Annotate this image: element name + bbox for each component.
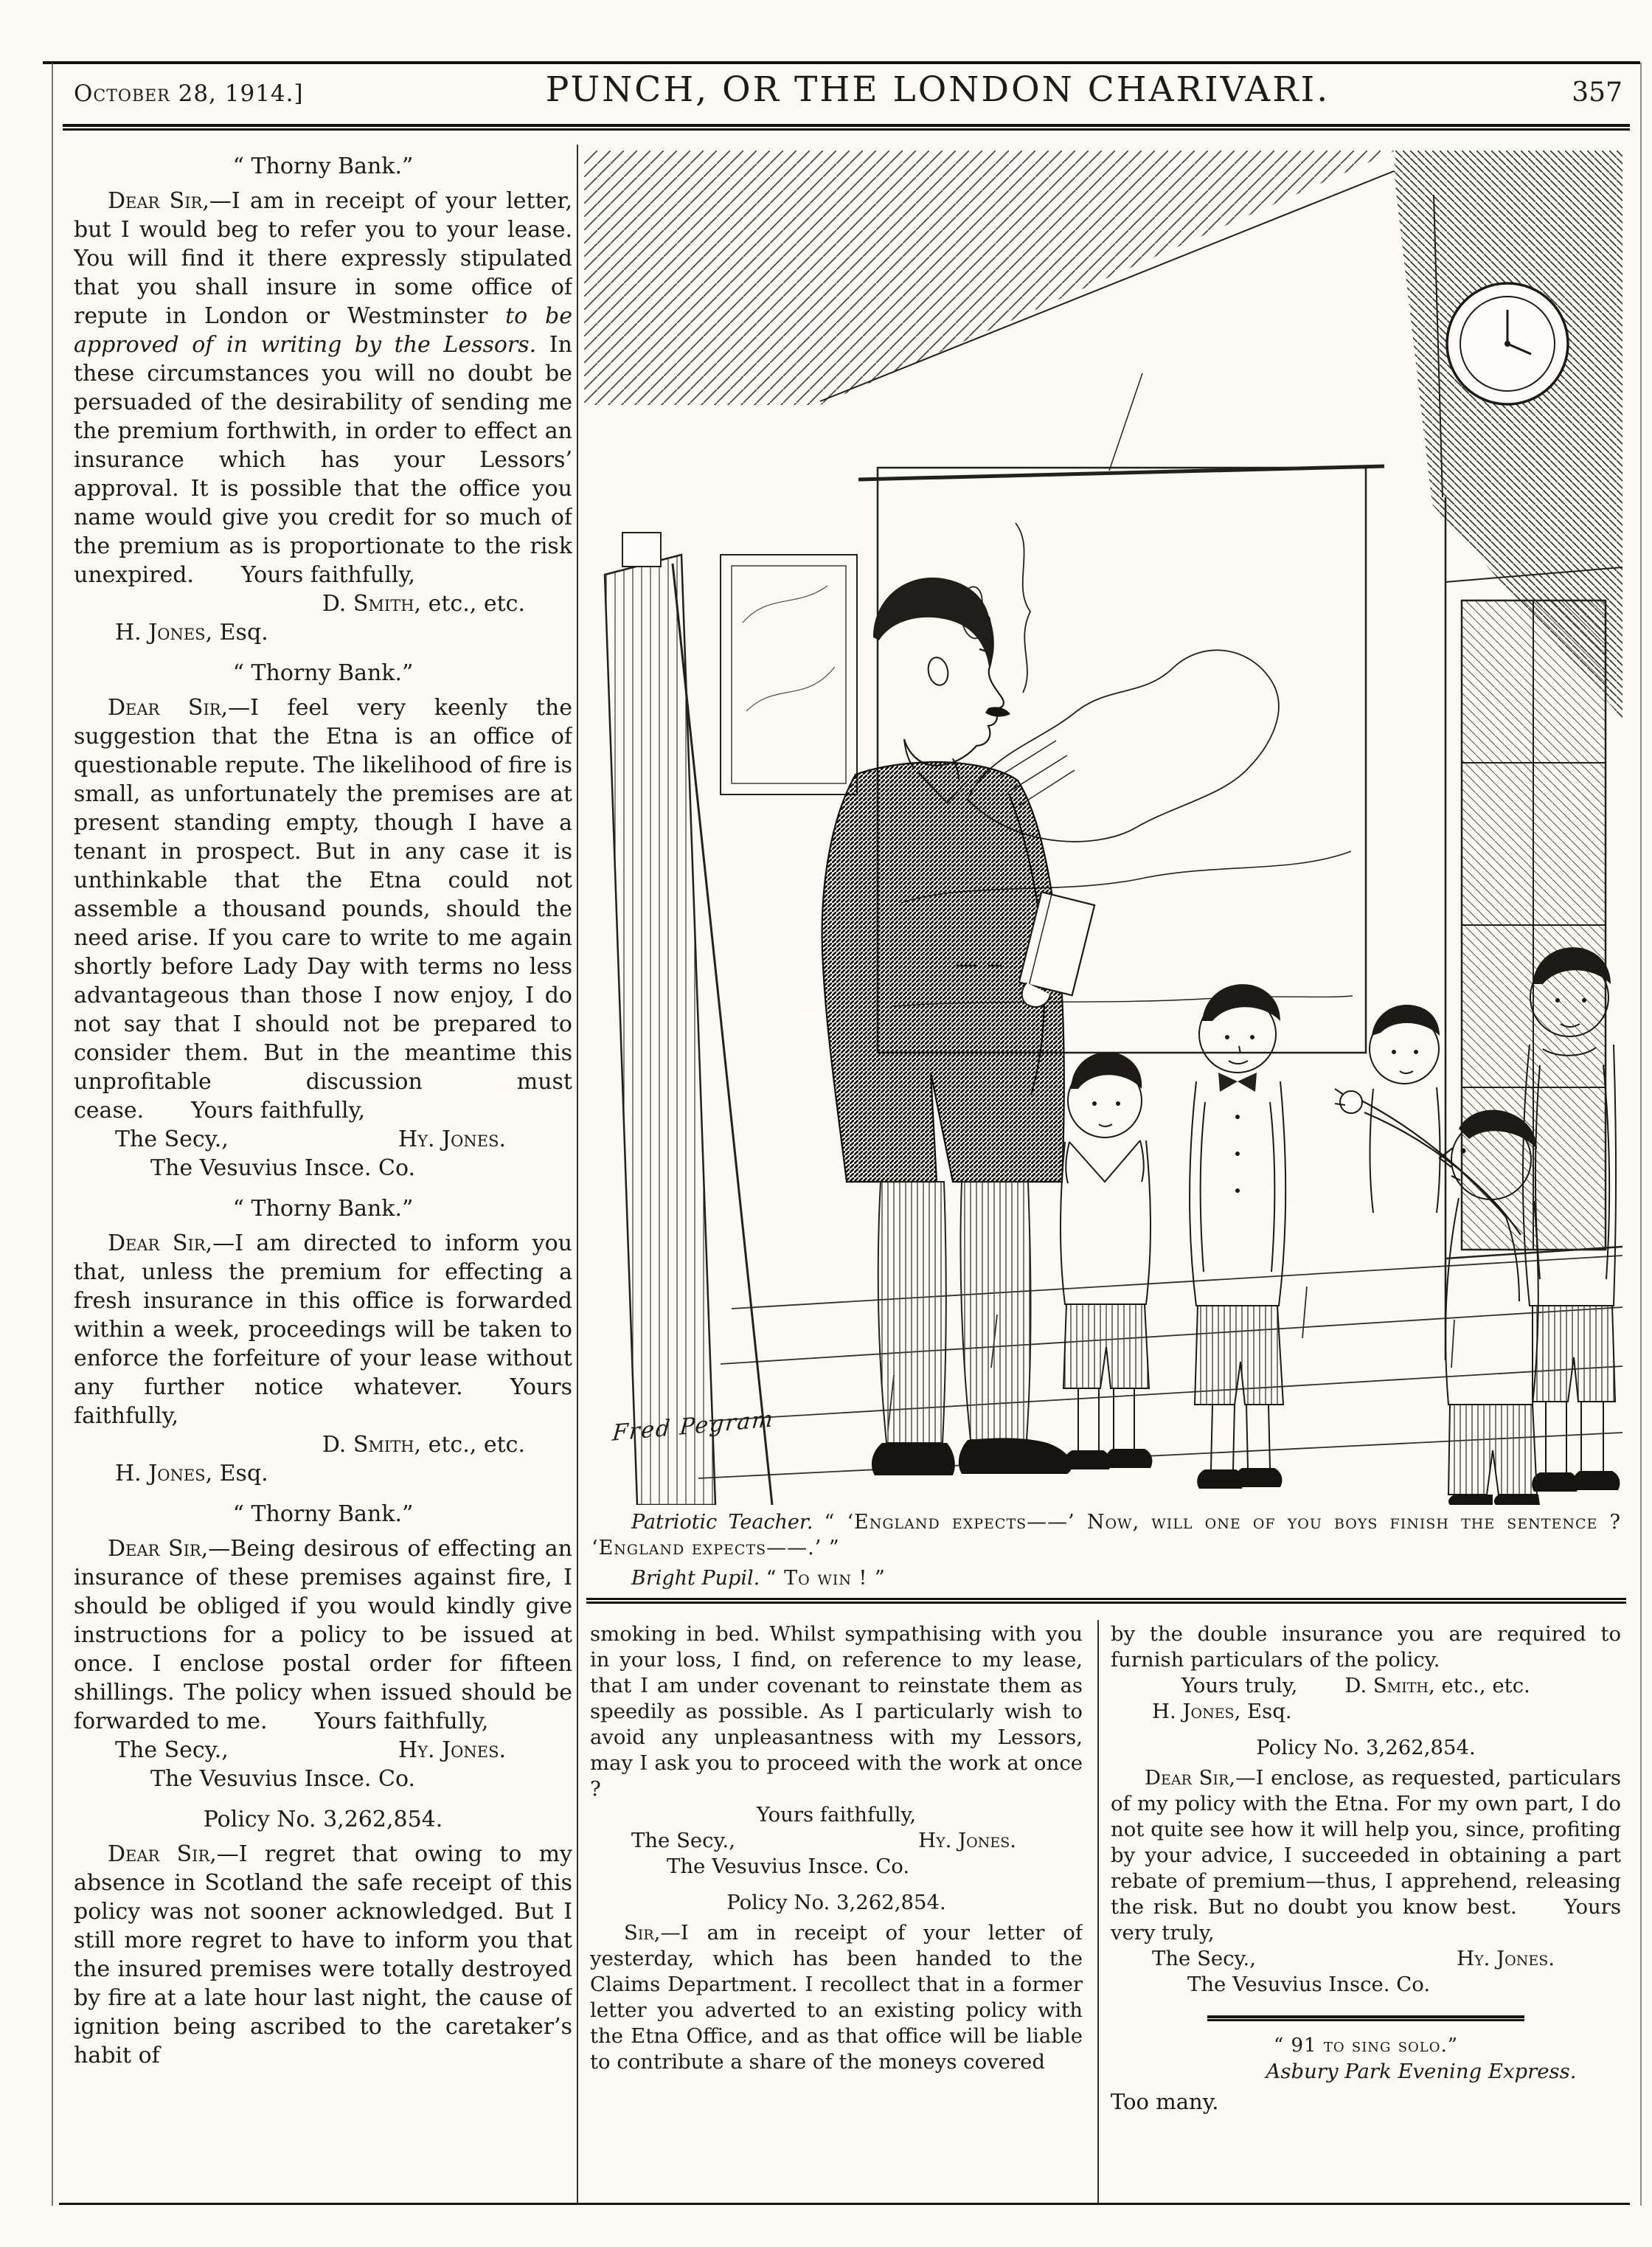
letter-2 [74,659,572,1183]
letter-heading: “ Thorny Bank.” [232,1501,414,1527]
column-divider-bottom [1097,1620,1099,2203]
middle-column [590,1621,1083,2203]
signature-valediction-line: Yours truly, D. Smith, etc., etc. [1181,1674,1530,1697]
cartoon-caption [591,1509,1621,1591]
cutting-headline: “ 91 to sing solo.” [1273,2035,1459,2057]
letter-body: Sir,—I am in receipt of your letter of yesterday, which has been handed to the Claims Department. I recollect that in a former letter you adverted to an existing policy with the Etna Office, and as that office will be liable to contribute a share of the moneys covered [590,1921,1083,2074]
letter-heading: “ Thorny Bank.” [232,660,414,686]
signature-sender: D. Smith, etc., etc. [322,591,525,617]
letter-heading: Policy No. 3,262,854. [726,1891,946,1914]
letter-heading: Policy No. 3,262,854. [1256,1736,1476,1759]
signature-secy: The Secy., [115,1126,229,1152]
letter-continuation: smoking in bed. Whilst sympathising with you in your loss, I find, on reference to my lease, that I am under covenant to reinstate them as speedily as possible. As I particularly wish to avoid any unpleasantness with my Lessors, may I ask you to proceed with the work at once ? [590,1622,1083,1801]
letter-heading: “ Thorny Bank.” [232,1196,414,1222]
letter-body: Dear Sir,—I regret that owing to my absence in Scotland the safe receipt of this policy was not sooner acknowledged. But I still more regret to have to inform you that the insured premises were totally destroyed by fire at a late hour last night, the cause of ignition being ascribed to the caretaker’s habit of [74,1841,572,2068]
page-header [74,69,1622,110]
letter-body: Dear Sir,—I am directed to inform you that, unless the premium for effecting a fresh insurance in this office is forwarded within a week, proceedings will be taken to enforce the forfeiture of your lease without any further notice whatever. Yours faithfully, [74,1230,572,1429]
signature-company: The Vesuvius Insce. Co. [150,1155,416,1181]
signature-pair [1111,1946,1621,1972]
letter-heading: “ Thorny Bank.” [232,153,414,179]
signature-addressee: H. Jones, Esq. [115,620,268,645]
signature-sender: Hy. Jones. [1457,1947,1555,1970]
page-bottom-rule [59,2203,1630,2205]
signature-pair [74,1736,572,1765]
left-column [74,149,572,2200]
letter-body: Dear Sir,—Being desirous of effecting an insurance of these premises against fire, I should be obliged if you would kindly give instructions for a policy to be issued at once. I enclose postal order for fifteen shillings. The policy when issued should be forwarded to me. Yours faithfully, [74,1536,572,1734]
quote-double-rule [1207,2015,1524,2021]
letter-7 [1111,1735,1621,1998]
cutting-source: Asbury Park Evening Express. [1266,2060,1577,2083]
letter-3 [74,1194,572,1488]
cartoon-illustration [584,150,1622,1505]
letter-1 [74,152,572,647]
right-column [1111,1621,1621,2203]
signature-pair [590,1828,1083,1854]
signature-secy: The Secy., [115,1737,229,1763]
letter-body: Dear Sir,—I enclose, as requested, particulars of my policy with the Etna. For my own part, I do not quite see how it will help you, since, profiting by your advice, I succeeded in obtaining a part rebate of premium—thus, I apprehend, releasing the risk. But no doubt you know best. Yours very truly, [1111,1766,1621,1945]
signature-sender: Hy. Jones. [398,1126,506,1152]
easel [605,533,772,1505]
window [1446,497,1622,1360]
signature-sender: Hy. Jones. [918,1829,1016,1852]
letter-4 [74,1500,572,1793]
signature-company: The Vesuvius Insce. Co. [667,1855,910,1878]
signature-sender: Hy. Jones. [398,1737,506,1763]
cutting-comment: Too many. [1111,2089,1219,2114]
letter-continuation: by the double insurance you are required to furnish particulars of the policy. [1111,1622,1621,1672]
page-top-rule [43,61,1640,64]
signature-company: The Vesuvius Insce. Co. [150,1766,416,1792]
letter-body: Dear Sir,—I am in receipt of your letter, but I would beg to refer you to your lease. You will find it there expressly stipulated that you shall insure in some office of repute in London or Westminster to be approved of in writing by the Lessors. In these circumstances you will no doubt be persuaded of the desirability of sending me the premium forthwith, in order to effect an insurance which has your Lessors’ approval. It is possible that the office you name would give you credit for so much of the premium as is proportionate to the risk unexpired. Yours faithfully, [74,188,572,588]
teacher-figure [822,578,1094,1475]
page-number: 357 [1572,77,1622,108]
page-left-edge [52,63,53,2206]
letter-5 [74,1805,572,2070]
signature-addressee: H. Jones, Esq. [1152,1700,1292,1723]
signature-addressee: H. Jones, Esq. [115,1461,268,1486]
pupil-behind [1370,1005,1440,1213]
framed-picture [721,555,857,794]
pupil-small [1061,1052,1152,1469]
wall-clock [1447,283,1568,404]
page-title: PUNCH, OR THE LONDON CHARIVARI. [545,69,1330,110]
signature-secy: The Secy., [1152,1947,1256,1970]
letter-6 [590,1890,1083,2075]
signature-valediction: Yours faithfully, [756,1803,917,1827]
letter-body: Dear Sir,—I feel very keenly the suggestion that the Etna is an office of questionable repute. The likelihood of fire is small, as unfortunately the premises are at present standing empty, though I have a tenant in prospect. But in any case it is unthinkable that the Etna could not assemble a thousand pounds, should the need arise. If you care to write to me again shortly before Lady Day with terms no less advantageous than those I now enjoy, I do not say that I should not be prepared to consider them. But in the meantime this unprofitable discussion must cease. Yours faithfully, [74,695,572,1124]
signature-pair [74,1125,572,1154]
signature-company: The Vesuvius Insce. Co. [1187,1973,1431,1996]
schoolroom-drawing [584,150,1622,1505]
caption-double-rule [586,1598,1626,1604]
letter-heading: Policy No. 3,262,854. [203,1807,443,1832]
caption-teacher-line: Patriotic Teacher. “ ‘England expects——’ Now, will one of you boys finish the sentence ? ‘England expects——.’ ” [591,1511,1621,1559]
page-right-edge [1640,63,1642,2206]
press-cutting [1111,2033,1621,2115]
artist-signature: Fred Pegram [611,1406,776,1447]
issue-date: October 28, 1914.] [74,80,304,107]
pupil-with-bow [1190,984,1285,1489]
signature-secy: The Secy., [631,1829,735,1852]
header-double-rule [63,124,1630,131]
caption-pupil-line: Bright Pupil. “ To win ! ” [631,1567,886,1590]
signature-sender: D. Smith, etc., etc. [322,1432,525,1458]
column-divider-main [577,145,578,2203]
